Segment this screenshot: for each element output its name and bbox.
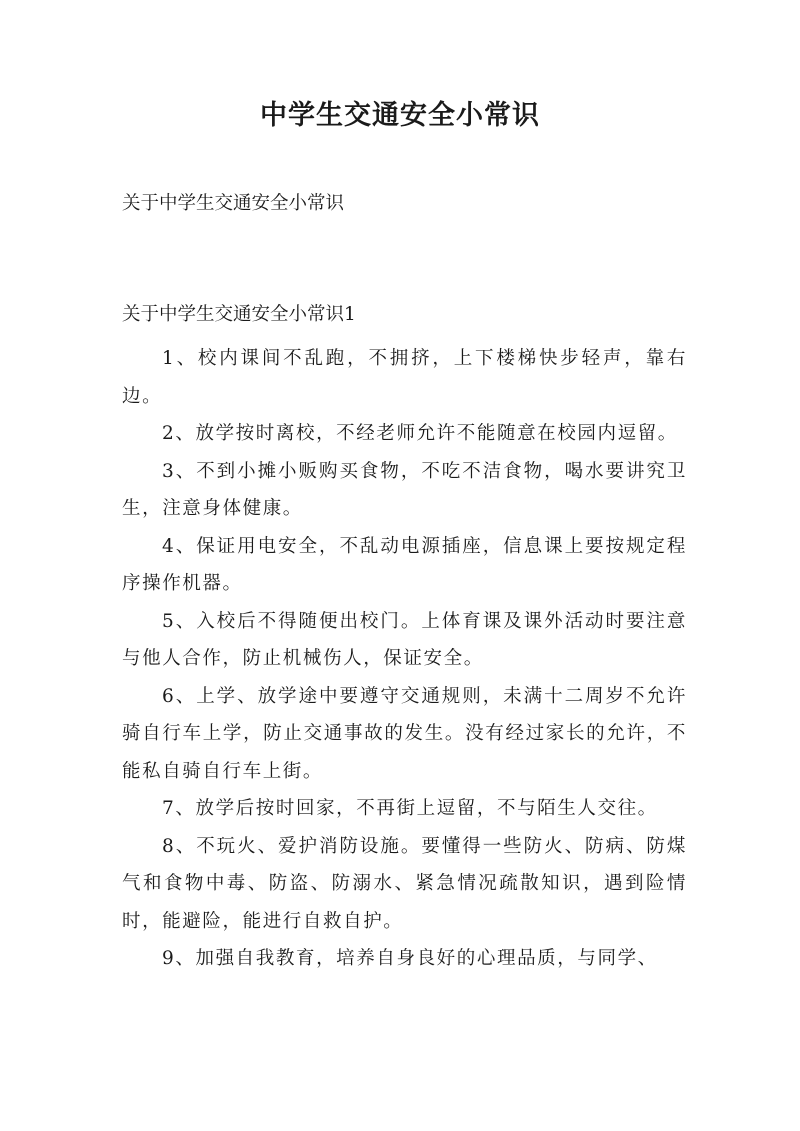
rule-item-2: 2、放学按时离校，不经老师允许不能随意在校园内逗留。 xyxy=(162,423,678,444)
rule-item-1: 1、校内课间不乱跑，不拥挤，上下楼梯快步轻声，靠右边。 xyxy=(122,348,687,407)
document-title: 中学生交通安全小常识 xyxy=(260,100,540,131)
intro-line: 关于中学生交通安全小常识 xyxy=(122,193,345,214)
rule-item-3: 3、不到小摊小贩购买食物，不吃不洁食物，喝水要讲究卫生，注意身体健康。 xyxy=(122,460,687,519)
rule-item-7: 7、放学后按时回家，不再街上逗留，不与陌生人交往。 xyxy=(162,798,658,819)
rules-list xyxy=(122,340,687,978)
rule-item-9: 9、加强自我教育，培养自身良好的心理品质，与同学、 xyxy=(162,948,658,969)
rule-item-6: 6、上学、放学途中要遵守交通规则，未满十二周岁不允许骑自行车上学，防止交通事故的发生。没有经过家长的允许，不能私自骑自行车上街。 xyxy=(122,685,687,782)
rule-item-8: 8、不玩火、爱护消防设施。要懂得一些防火、防病、防煤气和食物中毒、防盗、防溺水、紧急情况疏散知识，遇到险情时，能避险，能进行自救自护。 xyxy=(122,835,687,932)
section-heading: 关于中学生交通安全小常识1 xyxy=(122,304,356,325)
rule-item-5: 5、入校后不得随便出校门。上体育课及课外活动时要注意与他人合作，防止机械伤人，保证安全。 xyxy=(122,610,687,669)
rule-item-4: 4、保证用电安全，不乱动电源插座，信息课上要按规定程序操作机器。 xyxy=(122,535,687,594)
